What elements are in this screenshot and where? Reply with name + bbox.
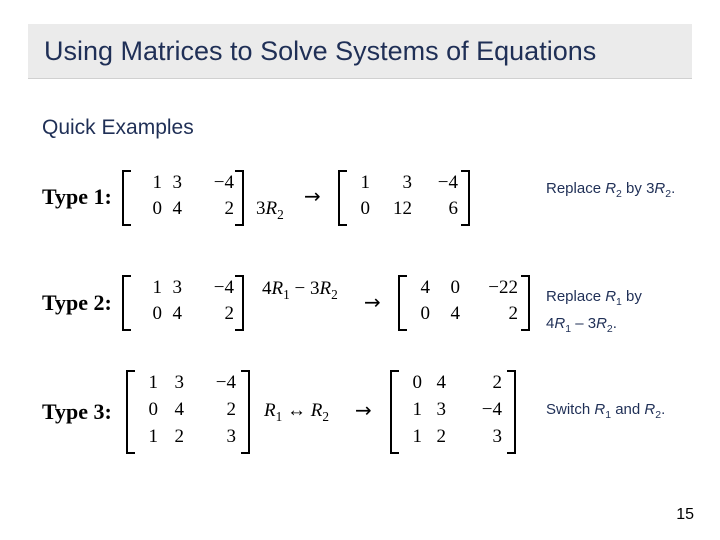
example-1-label: Type 1: [42, 184, 112, 209]
matrix-cell: 6 [448, 198, 458, 219]
example-3-description: Switch $R_1$ and $R_2$. [546, 401, 666, 421]
matrix-cell: 0 [420, 303, 430, 324]
example-3-right-matrix [390, 370, 516, 454]
matrix-cell: −22 [488, 277, 518, 298]
matrix-cell: 3 [172, 277, 182, 298]
example-2-right-matrix [398, 275, 530, 331]
matrix-cell: 0 [360, 198, 370, 219]
matrix-cell: 1 [152, 277, 162, 298]
matrix-cell: 4 [436, 372, 446, 393]
matrix-cell: 1 [152, 172, 162, 193]
matrix-cell: 1 [148, 372, 158, 393]
example-1-right-matrix [338, 170, 470, 226]
matrix-cell: 2 [224, 198, 234, 219]
matrix-cell: 0 [148, 399, 158, 420]
example-2-label: Type 2: [42, 290, 112, 315]
example-2-description: Replace $R_1$ by $4R_1 - 3R_2$. [546, 288, 642, 335]
example-1-description: Replace $R_2$ by $3R_2$. [546, 180, 676, 200]
example-3-left-matrix [126, 370, 250, 454]
matrix-cell: −4 [481, 399, 502, 420]
example-2-operation: $4R_1 - 3R_2$ [262, 278, 338, 302]
matrix-cell: 0 [450, 277, 460, 298]
matrix-cell: 1 [412, 399, 422, 420]
example-2-arrow: → [364, 290, 381, 314]
matrix-cell: 1 [360, 172, 370, 193]
example-2-left-matrix [122, 275, 244, 331]
matrix-cell: −4 [437, 172, 458, 193]
matrix-cell: 2 [226, 399, 236, 420]
matrix-cell: 12 [393, 198, 412, 219]
example-1-arrow: → [304, 184, 321, 208]
matrix-cell: 2 [174, 426, 184, 447]
matrix-cell: 2 [436, 426, 446, 447]
matrix-cell: 3 [436, 399, 446, 420]
matrix-cell: 3 [402, 172, 412, 193]
matrix-cell: 3 [172, 172, 182, 193]
slide-subtitle: Quick Examples [42, 116, 194, 139]
matrix-cell: 4 [172, 198, 182, 219]
matrix-cell: 4 [174, 399, 184, 420]
matrix-cell: 0 [152, 303, 162, 324]
slide-title: Using Matrices to Solve Systems of Equations [44, 36, 597, 66]
title-bar [28, 24, 692, 79]
matrix-cell: 0 [152, 198, 162, 219]
matrix-cell: 3 [226, 426, 236, 447]
matrix-cell: 2 [492, 372, 502, 393]
matrix-cell: 1 [412, 426, 422, 447]
example-1-left-matrix [122, 170, 244, 226]
matrix-cell: −4 [215, 372, 236, 393]
matrix-cell: 0 [412, 372, 422, 393]
matrix-cell: 4 [172, 303, 182, 324]
example-3-arrow: → [355, 398, 372, 422]
matrix-cell: 3 [492, 426, 502, 447]
matrix-cell: 1 [148, 426, 158, 447]
matrix-cell: 2 [224, 303, 234, 324]
page-number: 15 [676, 506, 694, 523]
matrix-cell: −4 [213, 277, 234, 298]
example-3-label: Type 3: [42, 399, 112, 424]
matrix-cell: 4 [420, 277, 430, 298]
matrix-cell: −4 [213, 172, 234, 193]
example-3-operation: $R_1$ ↔ $R_2$ [264, 400, 330, 424]
matrix-cell: 2 [508, 303, 518, 324]
matrix-cell: 3 [174, 372, 184, 393]
example-1-operation: $3R_2$ [256, 198, 284, 222]
matrix-cell: 4 [450, 303, 460, 324]
